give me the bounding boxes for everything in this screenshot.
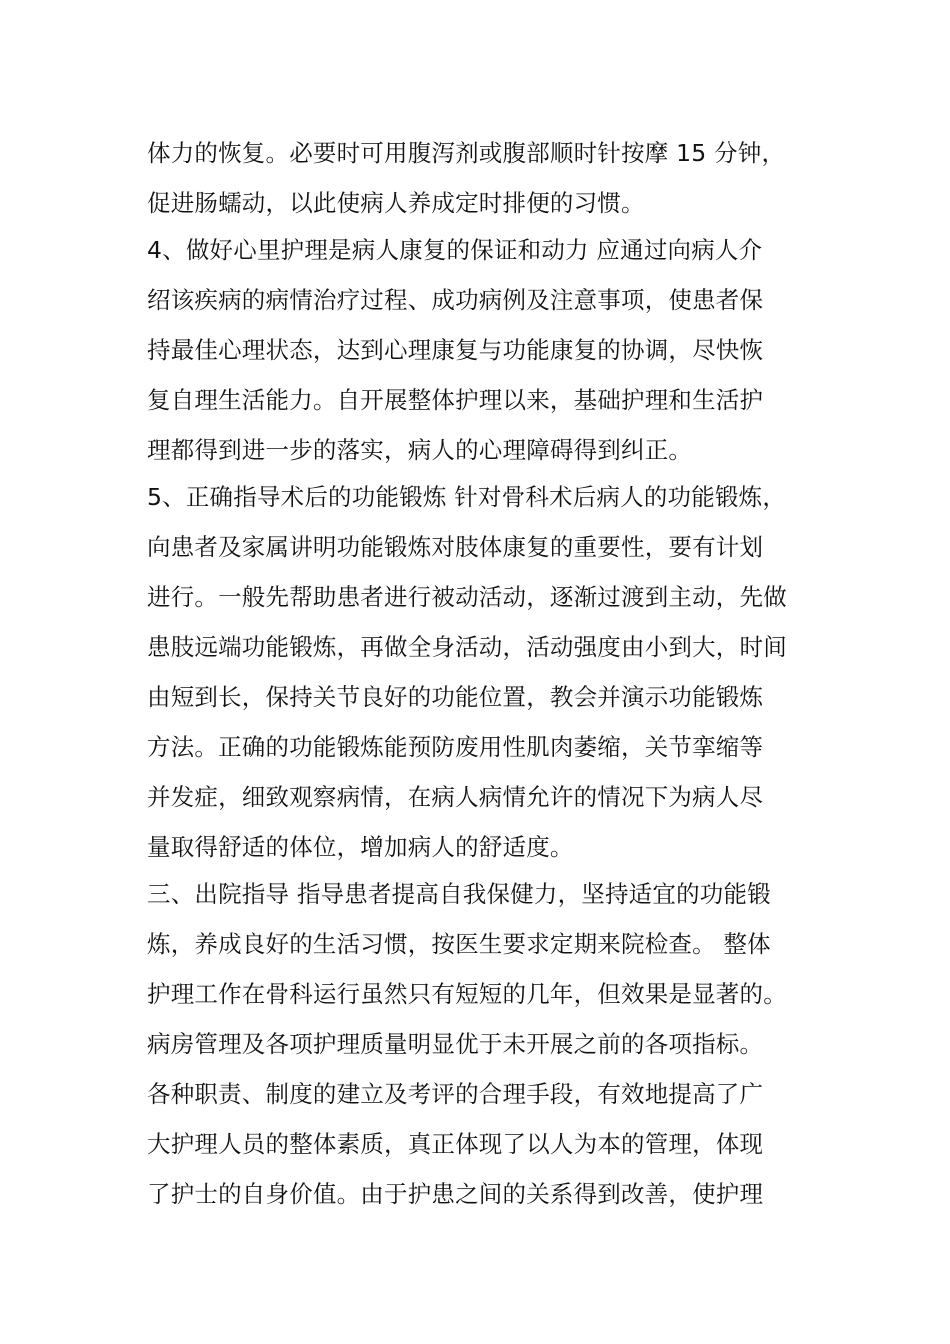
text-line: 三、出院指导 指导患者提高自我保健力，坚持适宜的功能锻 xyxy=(147,880,771,908)
text-line: 向患者及家属讲明功能锻炼对肢体康复的重要性，要有计划 xyxy=(147,533,764,561)
text-line: 并发症，细致观察病情，在病人病情允许的情况下为病人尽 xyxy=(147,783,764,811)
text-line: 由短到长，保持关节良好的功能位置，教会并演示功能锻炼 xyxy=(147,683,764,711)
text-line: 进行。一般先帮助患者进行被动活动，逐渐过渡到主动，先做 xyxy=(147,583,787,611)
text-line: 体力的恢复。必要时可用腹泻剂或腹部顺时针按摩 15 分钟， xyxy=(147,139,786,167)
text-line: 理都得到进一步的落实，病人的心理障碍得到纠正。 xyxy=(147,436,693,464)
text-line: 了护士的自身价值。由于护患之间的关系得到改善，使护理 xyxy=(147,1180,764,1208)
text-line: 病房管理及各项护理质量明显优于未开展之前的各项指标。 xyxy=(147,1030,764,1058)
text-line: 大护理人员的整体素质，真正体现了以人为本的管理，体现 xyxy=(147,1130,764,1158)
text-line: 复自理生活能力。自开展整体护理以来，基础护理和生活护 xyxy=(147,386,764,414)
text-line: 促进肠蠕动，以此使病人养成定时排便的习惯。 xyxy=(147,189,645,217)
text-line: 量取得舒适的体位，增加病人的舒适度。 xyxy=(147,833,574,861)
text-line: 护理工作在骨科运行虽然只有短短的几年，但效果是显著的。 xyxy=(147,980,787,1008)
text-line: 各种职责、制度的建立及考评的合理手段，有效地提高了广 xyxy=(147,1080,764,1108)
text-line: 患肢远端功能锻炼，再做全身活动，活动强度由小到大，时间 xyxy=(147,633,787,661)
text-line: 4、做好心里护理是病人康复的保证和动力 应通过向病人介 xyxy=(147,236,763,264)
text-line: 持最佳心理状态，达到心理康复与功能康复的协调，尽快恢 xyxy=(147,336,764,364)
text-line: 方法。正确的功能锻炼能预防废用性肌肉萎缩，关节挛缩等 xyxy=(147,733,764,761)
text-line: 绍该疾病的病情治疗过程、成功病例及注意事项，使患者保 xyxy=(147,286,764,314)
text-line: 5、正确指导术后的功能锻炼 针对骨科术后病人的功能锻炼， xyxy=(147,483,787,511)
text-line: 炼，养成良好的生活习惯，按医生要求定期来院检查。 整体 xyxy=(147,930,771,958)
